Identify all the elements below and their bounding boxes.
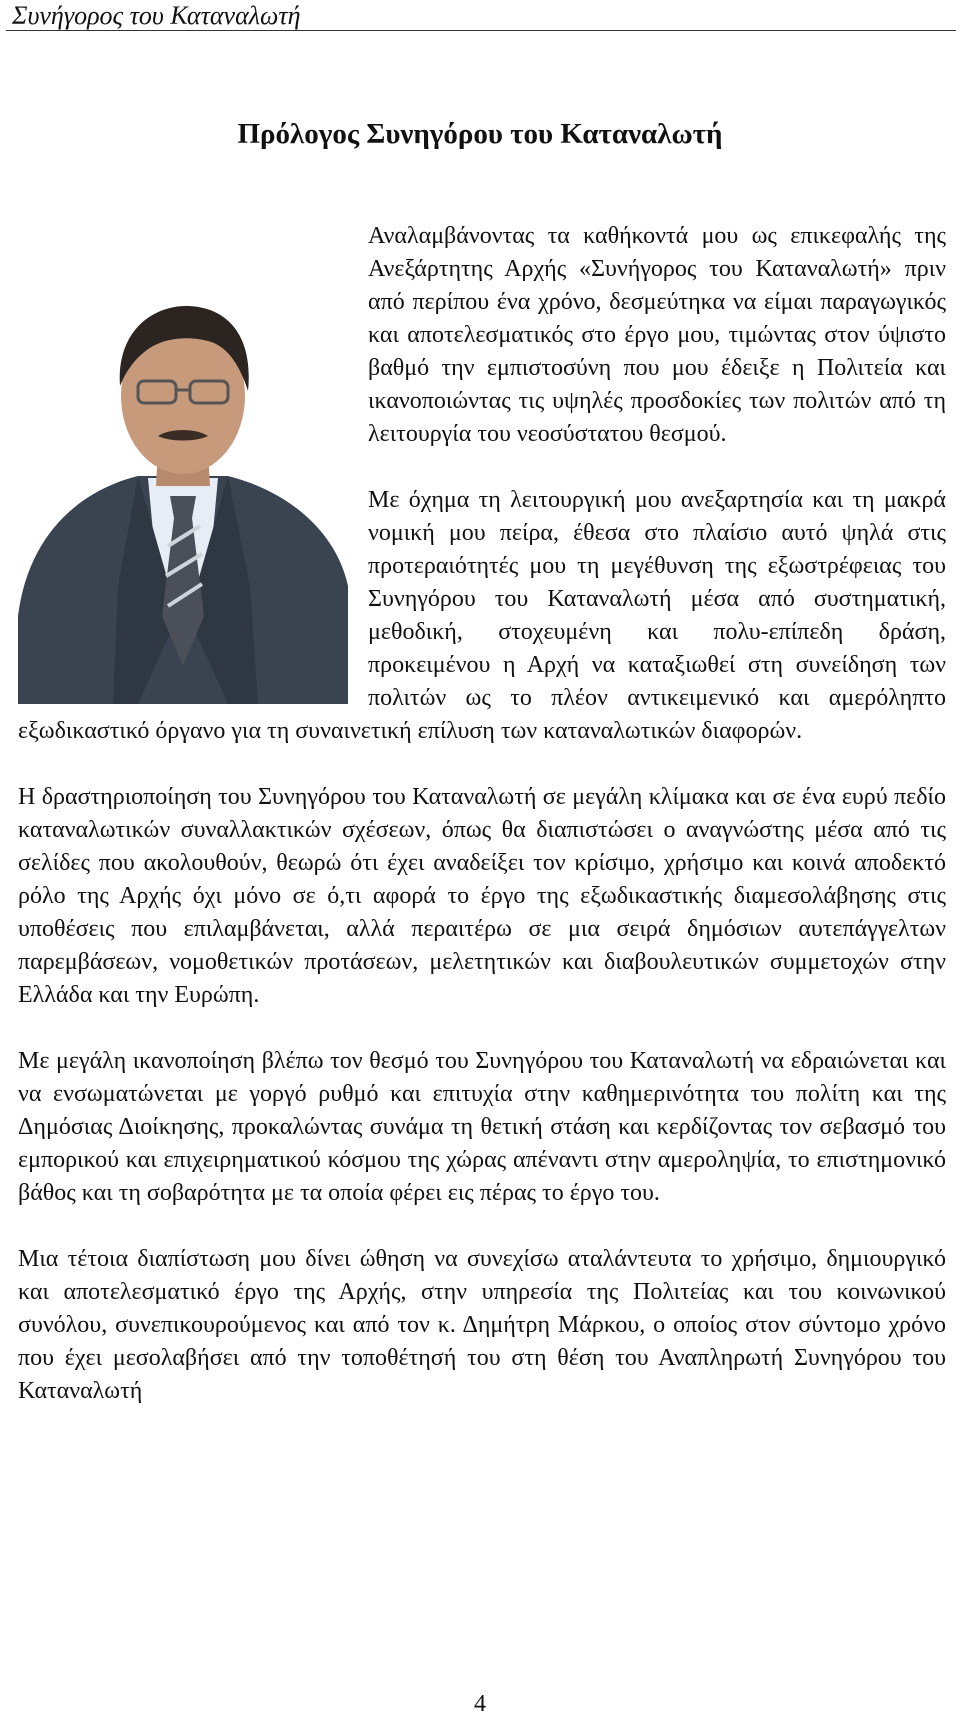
running-header	[6, 0, 956, 31]
page-number: 4	[474, 1691, 486, 1717]
portrait-illustration	[18, 286, 348, 704]
page-title: Πρόλογος Συνηγόρου του Καταναλωτή	[237, 118, 723, 150]
header-title: Συνήγορος του Καταναλωτή	[12, 1, 301, 30]
paragraph-5: Μια τέτοια διαπίστωση μου δίνει ώθηση να συνεχίσω αταλάντευτα το χρήσιμο, δημιουργικό και αποτελεσματικό έργο της Αρχής, στην υπηρεσία της Πολιτείας και του κοινωνικού συνόλου, συνεπικουρούμενος και από τον κ. Δημήτρη Μάρκου, ο οποίος στον σύντομο χρόνο που έχει μεσολαβήσει από την τοποθέτησή του στη θέση του Αναπληρωτή Συνηγόρου του Καταναλωτή	[18, 1246, 946, 1404]
document-body	[18, 220, 946, 1441]
portrait-photo	[18, 286, 348, 704]
paragraph-4: Με μεγάλη ικανοποίηση βλέπω τον θεσμό του Συνηγόρου του Καταναλωτή να εδραιώνεται και να ενσωματώνεται με γοργό ρυθμό και επιτυχία στην καθημερινότητα του πολίτη και της Δημόσιας Διοίκησης, προκαλώντας συνάμα τη θετική στάση και κερδίζοντας τον σεβασμό του εμπορικού και επιχειρηματικού κόσμου της χώρας απέναντι στην αμεροληψία, το επιστημονικό βάθος και τη σοβαρότητα με τα οποία φέρει εις πέρας το έργο του.	[18, 1048, 946, 1206]
paragraph-2: Με όχημα τη λειτουργική μου ανεξαρτησία και τη μακρά νομική μου πείρα, έθεσα στο πλαίσιο αυτό ψηλά στις προτεραιότητές μου τη μεγέθυνση της εξωστρέφειας του Συνηγόρου του Καταναλωτή μέσα από συστηματική, μεθοδική, στοχευμένη και πολυ-επίπεδη δράση, προκειμένου η Αρχή να καταξιωθεί στη συνείδηση των πολιτών ως το πλέον αντικειμενικό και αμερόληπτο εξωδικαστικό όργανο για τη συναινετική επίλυση των καταναλωτικών διαφορών.	[18, 487, 946, 744]
paragraph-3: Η δραστηριοποίηση του Συνηγόρου του Καταναλωτή σε μεγάλη κλίμακα και σε ένα ευρύ πεδίο καταναλωτικών συναλλακτικών σχέσεων, όπως θα διαπιστώσει ο αναγνώστης μέσα από τις σελίδες που ακολουθούν, θεωρώ ότι έχει αναδείξει τον κρίσιμο, χρήσιμο και κοινά αποδεκτό ρόλο της Αρχής όχι μόνο σε ό,τι αφορά το έργο της εξωδικαστικής διαμεσολάβησης στις υποθέσεις που επιλαμβάνεται, αλλά περαιτέρω σε μια σειρά δημόσιων αυτεπάγγελτων παρεμβάσεων, νομοθετικών προτάσεων, μελετητικών και διαβουλευτικών συμμετοχών στην Ελλάδα και την Ευρώπη.	[18, 784, 946, 1008]
paragraph-1: Αναλαμβάνοντας τα καθήκοντά μου ως επικεφαλής της Ανεξάρτητης Αρχής «Συνήγορος του Καταναλωτή» πριν από περίπου ένα χρόνο, δεσμεύτηκα να είμαι παραγωγικός και αποτελεσματικός στο έργο μου, τιμώντας στον ύψιστο βαθμό την εμπιστοσύνη που μου έδειξε η Πολιτεία και ικανοποιώντας τις υψηλές προσδοκίες των πολιτών από τη λειτουργία του νεοσύστατου θεσμού.	[368, 223, 946, 447]
